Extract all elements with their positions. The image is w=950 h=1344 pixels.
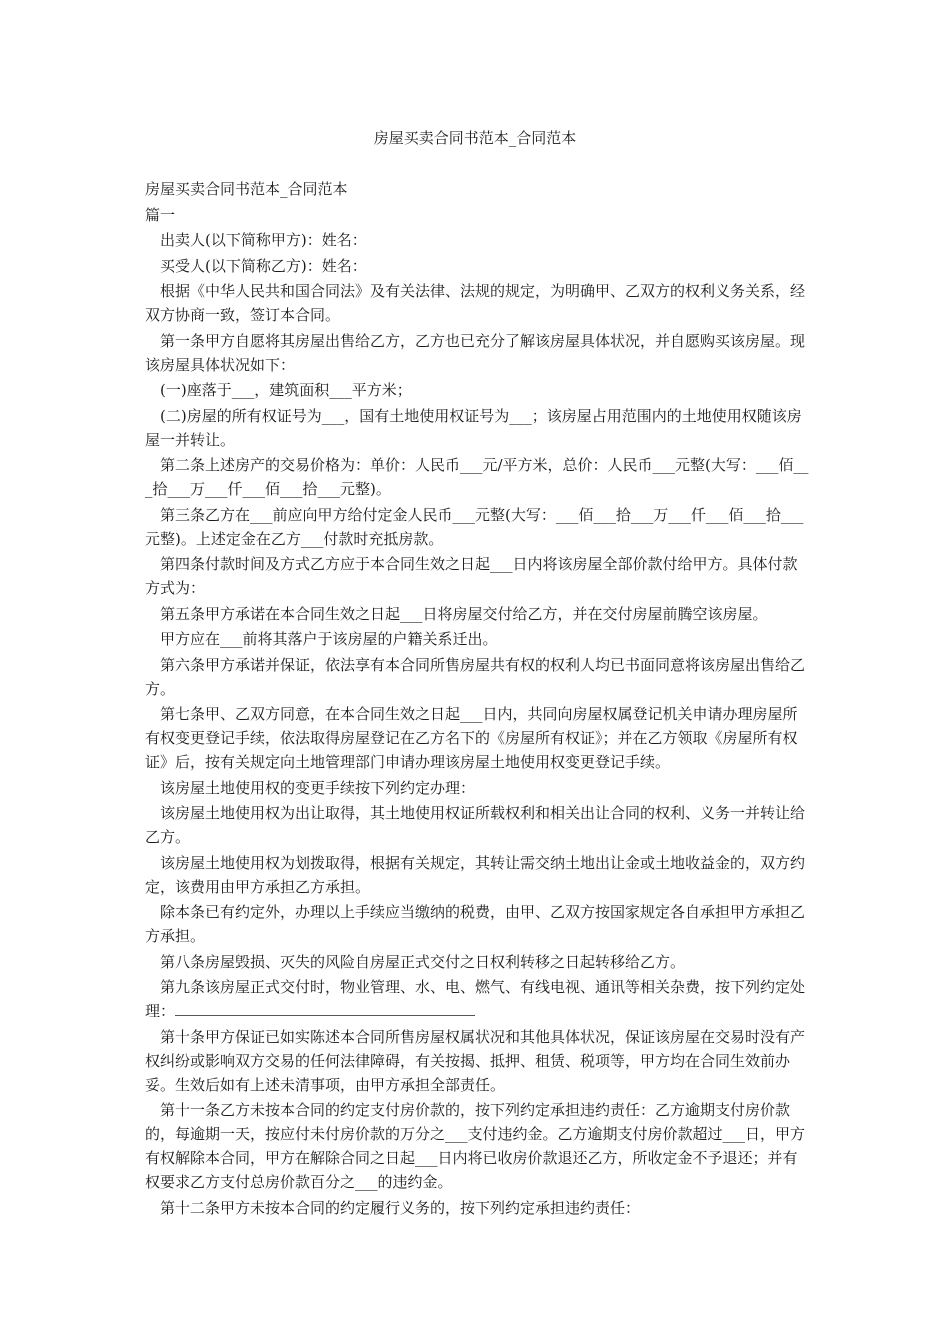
document-heading: 房屋买卖合同书范本_合同范本	[145, 180, 348, 198]
article-9	[145, 975, 810, 1023]
article-9-text: 第九条该房屋正式交付时，物业管理、水、电、燃气、有线电视、通讯等相关杂费，按下列约定处理：	[145, 978, 806, 1020]
article-11: 第十一条乙方未按本合同的约定支付房价款的，按下列约定承担违约责任：乙方逾期支付房价款的，每逾期一天，按应付未付房价款的万分之___支付违约金。乙方逾期支付房价款超过___日，甲方有权解除本合同，甲方在解除合同之日起___日内将已收房价款退还乙方，所收定金不予退还；并有权要求乙方支付总房价款百分之___的违约金。	[145, 1101, 806, 1191]
article-3: 第三条乙方在___前应向甲方给付定金人民币___元整(大写：___佰___拾___万___仟___佰___拾___元整)。上述定金在乙方___付款时充抵房款。	[145, 505, 804, 548]
page-title: 房屋买卖合同书范本_合同范本	[373, 129, 577, 147]
article-8: 第八条房屋毁损、灭失的风险自房屋正式交付之日权利转移之日起转移给乙方。	[160, 952, 686, 971]
article-5-note: 甲方应在___前将其落户于该房屋的户籍关系迁出。	[160, 630, 498, 648]
section-label: 篇一	[145, 205, 176, 224]
buyer-line: 买受人(以下简称乙方)：姓名：	[160, 256, 367, 275]
seller-line: 出卖人(以下简称甲方)：姓名：	[160, 231, 367, 249]
article-12: 第十二条甲方未按本合同的约定履行义务的，按下列约定承担违约责任：	[160, 1198, 641, 1217]
article-10: 第十条甲方保证已如实陈述本合同所售房屋权属状况和其他具体状况，保证该房屋在交易时没有产权纠纷或影响双方交易的任何法律障碍，有关按揭、抵押、租赁、税项等，甲方均在合同生效前办妥。生效后如有上述未清事项，由甲方承担全部责任。	[145, 1027, 806, 1094]
article-7-note-1: 该房屋土地使用权的变更手续按下列约定办理：	[160, 778, 476, 797]
blank-line	[175, 1001, 475, 1016]
article-7-note-2: 该房屋土地使用权为出让取得，其土地使用权证所载权利和相关出让合同的权利、义务一并转让给乙方。	[145, 804, 806, 846]
article-7: 第七条甲、乙双方同意，在本合同生效之日起___日内，共同向房屋权属登记机关申请办理房屋所有权变更登记手续，依法取得房屋登记在乙方名下的《房屋所有权证》；并在乙方领取《房屋所有权证》后，按有关规定向土地管理部门申请办理该房屋土地使用权变更登记手续。	[145, 705, 798, 771]
article-7-note-4: 除本条已有约定外，办理以上手续应当缴纳的税费，由甲、乙双方按国家规定各自承担甲方承担乙方承担。	[145, 903, 806, 945]
document-body	[145, 177, 810, 1221]
article-1: 第一条甲方自愿将其房屋出售给乙方，乙方也已充分了解该房屋具体状况，并自愿购买该房屋。现该房屋具体状况如下：	[145, 331, 806, 374]
article-4: 第四条付款时间及方式乙方应于本合同生效之日起___日内将该房屋全部价款付给甲方。具体付款方式为：	[145, 555, 798, 597]
preamble-paragraph: 根据《中华人民共和国合同法》及有关法律、法规的规定，为明确甲、乙双方的权利义务关系，经双方协商一致，签订本合同。	[145, 282, 806, 324]
article-2: 第二条上述房产的交易价格为：单价：人民币___元/平方米，总价：人民币___元整(大写：___佰___拾___万___仟___佰___拾___元整)。	[145, 456, 809, 498]
article-6: 第六条甲方承诺并保证，依法享有本合同所售房屋共有权的权利人均已书面同意将该房屋出售给乙方。	[145, 655, 806, 698]
article-7-note-3: 该房屋土地使用权为划拨取得，根据有关规定，其转让需交纳土地出让金或土地收益金的，双方约定，该费用由甲方承担乙方承担。	[145, 853, 806, 896]
article-1-item-1: (一)座落于___，建筑面积___平方米；	[160, 381, 412, 399]
article-5: 第五条甲方承诺在本合同生效之日起___日将房屋交付给乙方，并在交付房屋前腾空该房屋。	[160, 604, 768, 623]
article-1-item-2: (二)房屋的所有权证号为___，国有土地使用权证号为___；该房屋占用范围内的土地使用权随该房屋一并转让。	[145, 406, 802, 449]
